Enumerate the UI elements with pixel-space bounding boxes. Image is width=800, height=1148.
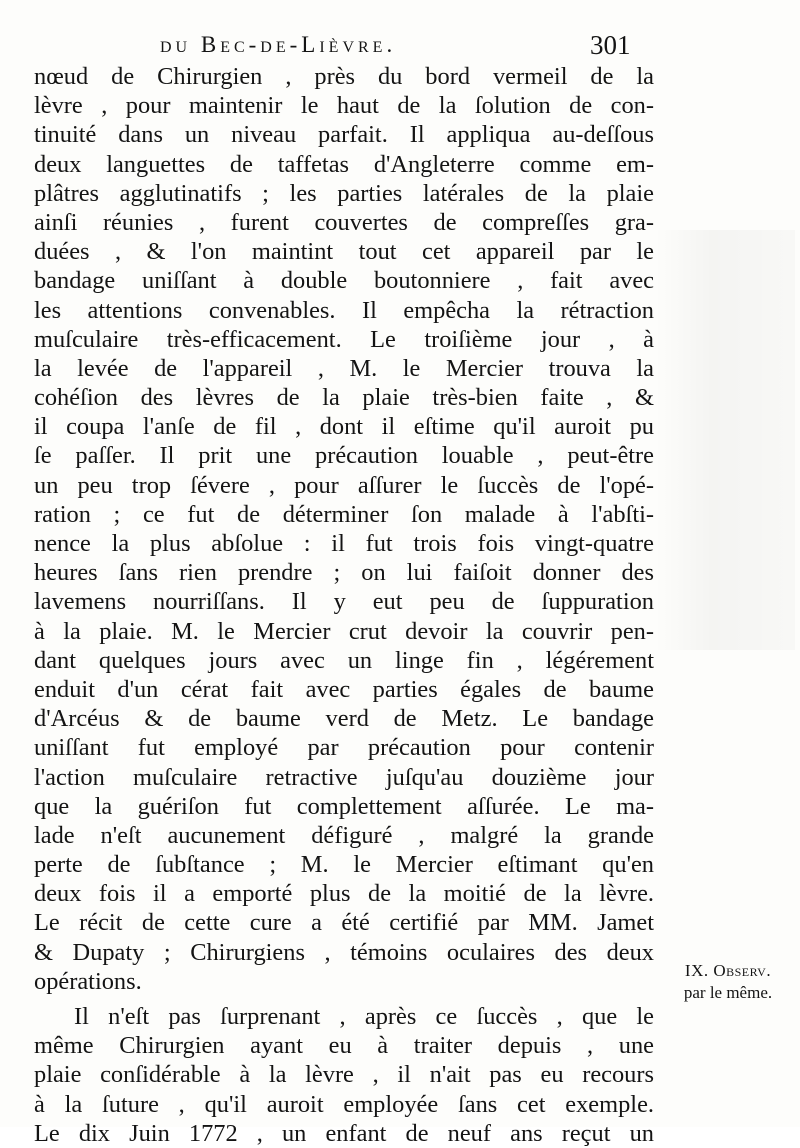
- page-number: 301: [590, 30, 631, 60]
- margin-note: [663, 960, 793, 1004]
- text-line: heures ſans rien prendre ; on lui faiſoit donner des: [34, 559, 654, 587]
- text-line: l'action muſculaire retractive juſqu'au douzième jour: [34, 763, 654, 791]
- text-line: plâtres agglutinatifs ; les parties latérales de la plaie: [34, 179, 654, 207]
- text-line: & Dupaty ; Chirurgiens , témoins oculaires des deux: [34, 938, 654, 966]
- text-line: nence la plus abſolue : il fut trois fois vingt-quatre: [34, 530, 654, 557]
- text-line: à la plaie. M. le Mercier crut devoir la couvrir pen-: [34, 617, 654, 645]
- text-line: même Chirurgien ayant eu à traiter depuis , une: [34, 1032, 654, 1060]
- text-line: les attentions convenables. Il empêcha la rétraction: [34, 296, 654, 324]
- text-line: Le dix Juin 1772 , un enfant de neuf ans reçut un: [34, 1119, 654, 1147]
- text-line: Le récit de cette cure a été certifié par MM. Jamet: [34, 909, 654, 937]
- text-line: opérations.: [34, 967, 142, 995]
- facing-page-bleed: [655, 230, 795, 650]
- text-line: uniſſant fut employé par précaution pour contenir: [34, 734, 654, 762]
- text-line: bandage uniſſant à double boutonniere , fait avec: [34, 267, 654, 295]
- text-line: deux languettes de taffetas d'Angleterre comme em-: [34, 150, 654, 178]
- text-line: enduit d'un cérat fait avec parties égales de baume: [34, 675, 654, 703]
- text-line: à la ſuture , qu'il auroit employée ſans cet exemple.: [34, 1090, 654, 1118]
- text-line: nœud de Chirurgien , près du bord vermeil de la: [34, 63, 654, 90]
- text-line: la levée de l'appareil , M. le Mercier trouva la: [34, 354, 654, 382]
- text-line: lèvre , pour maintenir le haut de la ſolution de con-: [34, 92, 654, 120]
- text-line: deux fois il a emporté plus de la moitié de la lèvre.: [34, 880, 654, 908]
- text-line: ainſi réunies , furent couvertes de compreſſes gra-: [34, 208, 654, 236]
- text-line: un peu trop ſévere , pour aſſurer le ſuccès de l'opé-: [34, 471, 654, 499]
- running-title: du Bec-de-Lièvre.: [160, 32, 397, 57]
- text-line: ration ; ce fut de déterminer ſon malade à l'abſti-: [34, 500, 654, 528]
- text-line: tinuité dans un niveau parfait. Il appliqua au-deſſous: [34, 121, 654, 149]
- margin-note-observation: IX. Observ.: [684, 961, 772, 980]
- text-line: ſe paſſer. Il prit une précaution louable , peut-être: [34, 442, 654, 470]
- margin-note-author: par le même.: [683, 983, 773, 1002]
- text-line: d'Arcéus & de baume verd de Metz. Le bandage: [34, 705, 654, 733]
- text-line: dant quelques jours avec un linge fin , légérement: [34, 646, 654, 674]
- text-line: lade n'eſt aucunement défiguré , malgré la grande: [34, 821, 654, 849]
- paragraph-2: [34, 1002, 654, 1148]
- text-line: muſculaire très-efficacement. Le troiſième jour , à: [34, 325, 654, 353]
- text-line: lavemens nourriſſans. Il y eut peu de ſuppuration: [34, 588, 654, 616]
- text-line: plaie conſidérable à la lèvre , il n'ait pas eu recours: [34, 1061, 654, 1089]
- text-line: perte de ſubſtance ; M. le Mercier eſtimant qu'en: [34, 851, 654, 879]
- text-line: duées , & l'on maintint tout cet appareil par le: [34, 238, 654, 266]
- text-line: cohéſion des lèvres de la plaie très-bien faite , &: [34, 384, 654, 412]
- paragraph-1: [34, 62, 654, 996]
- text-line: Il n'eſt pas ſurprenant , après ce ſuccès , que le: [74, 1003, 654, 1030]
- text-line: que la guériſon fut complettement aſſurée. Le ma-: [34, 792, 654, 820]
- text-line: il coupa l'anſe de fil , dont il eſtime qu'il auroit pu: [34, 413, 654, 441]
- body-text: [34, 62, 654, 1148]
